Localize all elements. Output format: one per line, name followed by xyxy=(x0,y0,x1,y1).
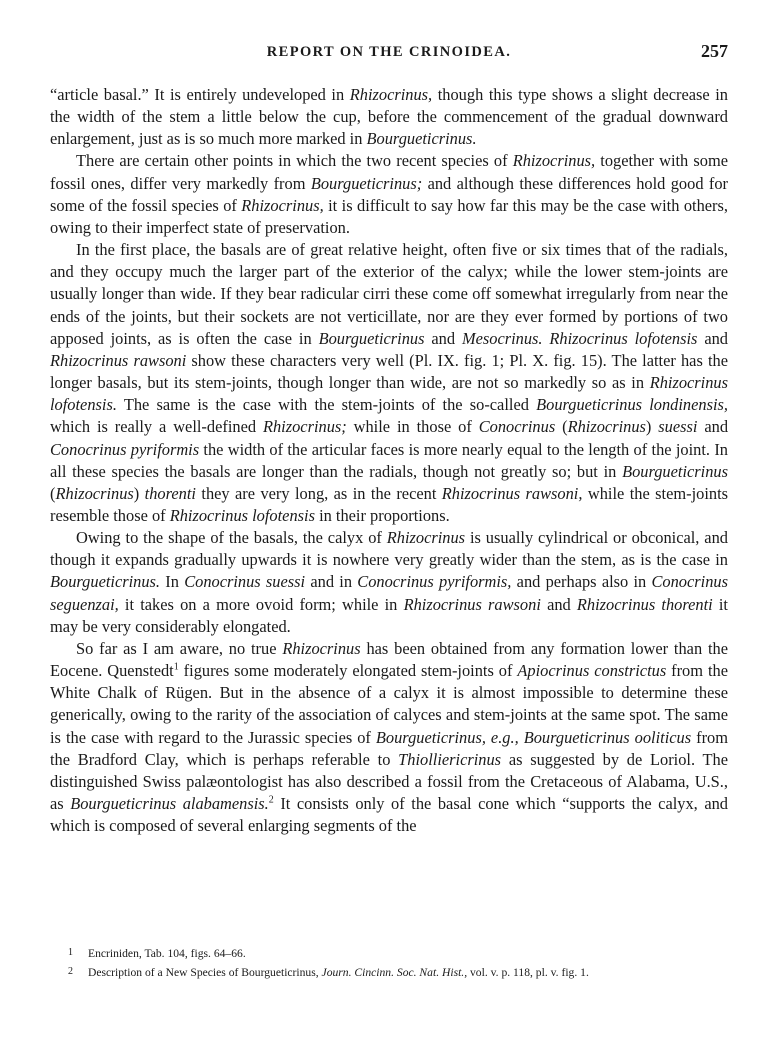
paragraph xyxy=(50,638,728,837)
text-run: in their proportions. xyxy=(314,505,450,525)
text-run: In xyxy=(160,572,185,592)
text-run: It consists only of the basal cone which “supports the calyx, and which is composed of several enlarging segments of the xyxy=(50,794,728,836)
italic-run: Bourgueticrinus, e.g., Bourgueticrinus ooliticus xyxy=(375,727,692,747)
italic-run: Bourgueticrinus. xyxy=(50,572,161,592)
italic-run: Rhizocrinus rawsoni xyxy=(50,350,187,370)
italic-run: Rhizocrinus rawsoni xyxy=(403,594,541,614)
paragraph xyxy=(50,150,728,239)
text-run: and although these differences hold good for some of the fossil species of xyxy=(50,173,728,215)
italic-run: Bourgueticrinus londinensis, xyxy=(536,395,728,415)
italic-run: Conocrinus xyxy=(478,417,556,437)
italic-run: Bourgueticrinus xyxy=(318,328,425,348)
italic-run: thorenti xyxy=(144,483,196,503)
text-run: and xyxy=(697,328,728,348)
text-run: while in those of xyxy=(346,417,479,437)
italic-run: Thiolliericrinus xyxy=(398,749,502,769)
running-header xyxy=(50,40,728,70)
italic-run: Rhizocrinus xyxy=(55,483,134,503)
text-run: So far as I am aware, no true xyxy=(76,638,283,658)
italic-run: Rhizocrinus; xyxy=(262,417,347,437)
text-run: There are certain other points in which the two recent species of xyxy=(76,151,513,171)
text-run: as suggested by de Loriol. The distinguished Swiss palæontologist has also described a fossil from the Cretaceous of Alabama, U.S., as xyxy=(50,749,728,813)
text-run: ) xyxy=(645,417,659,437)
text-run: and xyxy=(697,417,729,437)
text-run: figures some moderately elongated stem-joints of xyxy=(178,661,518,681)
text-run: from the White Chalk of Rügen. But in the absence of a calyx it is almost impossible to determine these generically, owing to the rarity of the association of calyces and stem-joints at the same spot. The same is the case with regard to the Jurassic species of xyxy=(50,661,728,747)
italic-run: Rhizocrinus, xyxy=(512,151,596,171)
paragraph xyxy=(50,84,728,150)
text-run: and perhaps also in xyxy=(511,572,652,592)
text-run: has been obtained from any formation lower than the Eocene. Quenstedt xyxy=(50,638,728,681)
text-run: Description of a New Species of Bourgueticrinus, xyxy=(88,966,322,979)
page-number: 257 xyxy=(701,41,728,61)
text-run: ) xyxy=(133,483,145,503)
text-run: it may be very considerably elongated. xyxy=(50,594,728,636)
body-text xyxy=(50,84,728,837)
italic-run: Bourgueticrinus; xyxy=(310,173,423,193)
italic-run: Bourgueticrinus. xyxy=(366,129,477,149)
italic-run: Conocrinus pyriformis, xyxy=(357,572,512,592)
text-run: Owing to the shape of the basals, the calyx of xyxy=(76,528,387,548)
italic-run: Rhizocrinus lofotensis xyxy=(549,328,698,348)
text-run: and xyxy=(540,594,577,614)
text-run: it is difficult to say how far this may be the case with others, owing to their imperfect state of preservation. xyxy=(50,195,728,237)
text-run: ( xyxy=(50,483,56,503)
text-run: In the first place, the basals are of great relative height, often five or six times that of the radials, and they occupy much the larger part of the exterior of the calyx; while the lower stem-joints are usually longer than wide. If they bear radicular cirri these come off somewhat irregularly from near the ends of the joints, but their sockets are not verticillate, nor are they ever formed by portions of two apposed joints, as is often the case in xyxy=(50,240,728,348)
text-run: “article basal.” It is entirely undeveloped in xyxy=(50,85,350,104)
text-run: which is really a well-defined xyxy=(50,417,263,437)
italic-run: Rhizocrinus lofotensis. xyxy=(50,373,728,415)
italic-run: Bourgueticrinus xyxy=(622,461,728,481)
italic-run: Rhizocrinus thorenti xyxy=(576,594,713,614)
page xyxy=(50,40,728,837)
text-run: from the Bradford Clay, which is perhaps referable to xyxy=(50,727,728,769)
text-run: The same is the case with the stem-joints of the so-called xyxy=(116,395,537,415)
footnote-ref: 1 xyxy=(173,661,179,673)
italic-run: Rhizocrinus, xyxy=(349,85,433,104)
italic-run: Rhizocrinus xyxy=(567,417,646,437)
italic-run: Rhizocrinus lofotensis xyxy=(169,505,315,525)
footnote-mark: 1 xyxy=(68,947,73,958)
italic-run: Bourgueticrinus alabamensis. xyxy=(70,794,269,813)
footnote-mark: 2 xyxy=(68,966,73,977)
text-run: it takes on a more ovoid form; while in xyxy=(118,594,404,614)
paragraph xyxy=(50,239,728,527)
italic-run: Conocrinus pyriformis xyxy=(50,439,200,459)
italic-run: Apiocrinus constrictus xyxy=(517,661,667,681)
italic-run: Conocrinus suessi xyxy=(184,572,306,592)
italic-run: Journ. Cincinn. Soc. Nat. Hist., xyxy=(321,966,468,979)
paragraph xyxy=(50,527,728,638)
text-run: show these characters very well (Pl. IX. fig. 1; Pl. X. fig. 15). The latter has the longer basals, but its stem-joints, though longer than wide, are not so markedly so as in xyxy=(50,350,728,393)
italic-run: Rhizocrinus, xyxy=(241,195,324,215)
text-run: and xyxy=(424,328,462,348)
text-run: together with some fossil ones, differ very markedly from xyxy=(50,151,728,193)
text-run: though this type shows a slight decrease in the width of the stem a little below the cup, before the commencement of the gradual downward enlargement, just as is so much more marked in xyxy=(50,85,728,149)
footnote xyxy=(50,963,728,982)
text-run: and in xyxy=(305,572,358,592)
text-run: while the stem-joints resemble those of xyxy=(50,483,729,525)
footnote-ref: 2 xyxy=(268,794,274,806)
text-run: ( xyxy=(555,417,568,437)
text-run: vol. v. p. 118, pl. v. fig. 1. xyxy=(467,966,589,979)
italic-run: suessi xyxy=(658,417,698,437)
italic-run: Rhizocrinus xyxy=(386,528,466,548)
footnotes xyxy=(50,944,728,982)
italic-run: Conocrinus seguenzai, xyxy=(50,572,728,614)
italic-run: Rhizocrinus rawsoni, xyxy=(441,483,583,503)
text-run: they are very long, as in the recent xyxy=(195,483,442,503)
text-run: the width of the articular faces is more nearly equal to the length of the joint. In all these species the basals are longer than the radials, though not greatly so; but in xyxy=(50,439,728,481)
footnote xyxy=(50,944,728,963)
running-title: REPORT ON THE CRINOIDEA. xyxy=(266,44,512,60)
text-run: Encriniden, Tab. 104, figs. 64–66. xyxy=(88,947,246,960)
italic-run: Rhizocrinus xyxy=(282,638,361,658)
text-run: is usually cylindrical or obconical, and though it expands gradually upwards it is nowhere very greatly wider than the stem, as is the case in xyxy=(50,528,728,570)
italic-run: Mesocrinus. xyxy=(461,328,543,348)
